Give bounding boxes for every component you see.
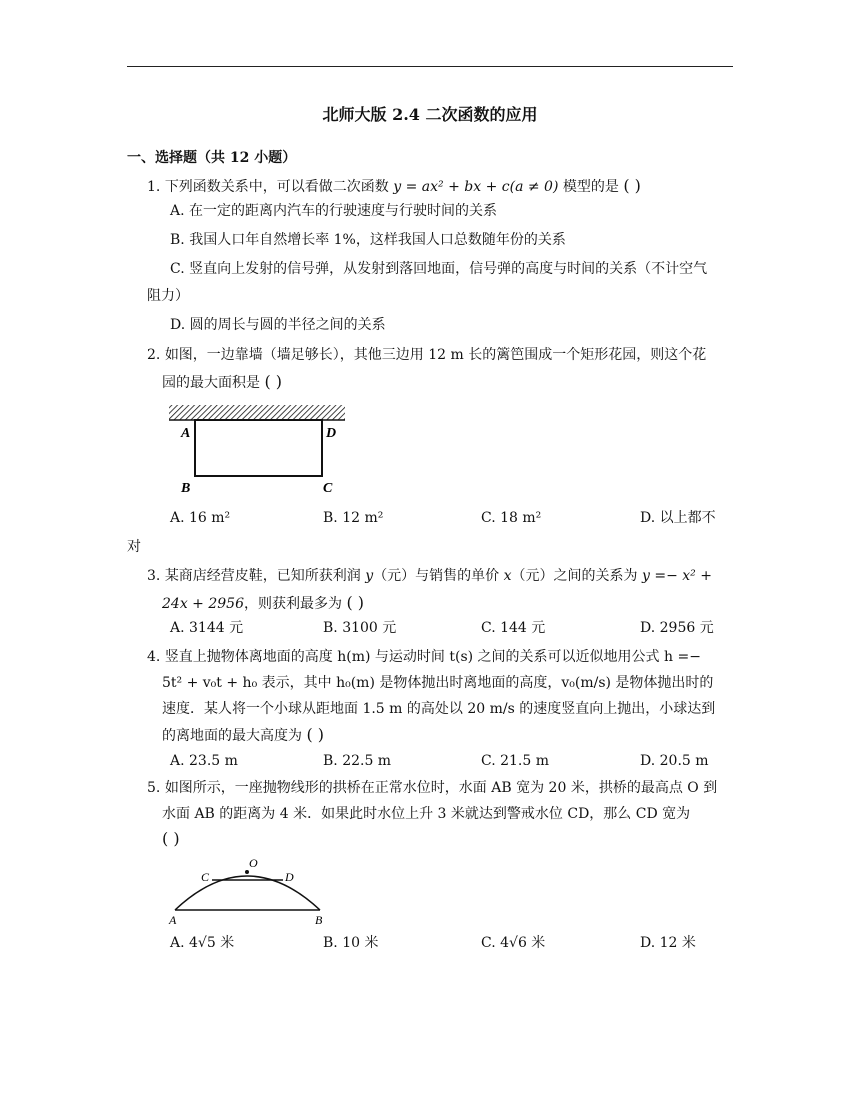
q2-option-a: A. 16 m² <box>170 510 231 526</box>
label-c: C <box>201 870 210 884</box>
label-a: A <box>169 913 177 927</box>
page-title: 北师大版 2.4 二次函数的应用 <box>322 105 538 124</box>
header-rule <box>127 66 733 67</box>
q2-option-b: B. 12 m² <box>323 510 384 526</box>
q5-option-d: D. 12 米 <box>640 935 696 951</box>
wall-rectangle-figure <box>165 400 350 495</box>
answer-blank: ( ) <box>162 829 180 848</box>
question-1-stem: 1. 下列函数关系中，可以看做二次函数 y = ax² + bx + c(a ≠ 0) 模型的是 ( ) <box>147 176 641 195</box>
q1-option-c-wrap: 阻力） <box>147 288 189 304</box>
answer-blank: ( ) <box>346 593 365 612</box>
question-3-line-1: 3. 某商店经营皮鞋，已知所获利润 y（元）与销售的单价 x（元）之间的关系为 y =− x² + <box>147 568 712 584</box>
q4-option-c: C. 21.5 m <box>481 753 550 769</box>
parabolic-bridge-figure <box>165 852 335 927</box>
label-d: D <box>326 426 337 441</box>
label-o: O <box>249 856 258 870</box>
q3-option-a: A. 3144 元 <box>170 620 244 636</box>
q3-option-c: C. 144 元 <box>481 620 546 636</box>
q5-option-a: A. 4√5 米 <box>170 935 235 951</box>
question-4-line-2: 5t² + v₀t + h₀ 表示，其中 h₀(m) 是物体抛出时离地面的高度，v₀(m/s) 是物体抛出时的 <box>162 675 714 691</box>
answer-blank: ( ) <box>306 725 325 744</box>
question-4-line-3: 速度．某人将一个小球从距地面 1.5 m 的高处以 20 m/s 的速度竖直向上抛出，小球达到 <box>162 701 716 717</box>
label-b: B <box>315 913 323 927</box>
answer-blank: ( ) <box>264 372 283 391</box>
q3-option-d: D. 2956 元 <box>640 620 714 636</box>
question-2-line-2: 园的最大面积是 ( ) <box>162 372 283 391</box>
q5-option-b: B. 10 米 <box>323 935 379 951</box>
label-d: D <box>285 870 294 884</box>
question-4-line-1: 4. 竖直上抛物体离地面的高度 h(m) 与运动时间 t(s) 之间的关系可以近似地用公式 h =− <box>147 649 701 665</box>
q1-option-c: C. 竖直向上发射的信号弹，从发射到落回地面，信号弹的高度与时间的关系（不计空气 <box>170 261 708 277</box>
q1-option-d: D. 圆的周长与圆的半径之间的关系 <box>170 317 386 333</box>
q1-formula: y = ax² + bx + c(a ≠ 0) <box>393 179 559 195</box>
question-3-line-2: 24x + 2956，则获利最多为 ( ) <box>162 593 365 612</box>
q4-option-a: A. 23.5 m <box>170 753 238 769</box>
q2-option-d: D. 以上都不 <box>640 510 716 526</box>
label-c: C <box>323 481 333 495</box>
q4-option-b: B. 22.5 m <box>323 753 392 769</box>
question-5-line-1: 5. 如图所示，一座抛物线形的拱桥在正常水位时，水面 AB 宽为 20 米，拱桥的最高点 O 到 <box>147 780 718 796</box>
q1-option-a: A. 在一定的距离内汽车的行驶速度与行驶时间的关系 <box>170 203 498 219</box>
label-a: A <box>181 426 191 441</box>
question-5-line-2: 水面 AB 的距离为 4 米．如果此时水位上升 3 米就达到警戒水位 CD，那么 CD 宽为 <box>162 806 691 822</box>
q2-option-d-wrap: 对 <box>127 539 141 555</box>
q2-option-c: C. 18 m² <box>481 510 542 526</box>
q3-option-b: B. 3100 元 <box>323 620 397 636</box>
q5-option-c: C. 4√6 米 <box>481 935 546 951</box>
answer-blank: ( ) <box>623 176 641 195</box>
q4-option-d: D. 20.5 m <box>640 753 709 769</box>
question-5-line-3 <box>162 829 180 850</box>
question-2-line-1: 2. 如图，一边靠墙（墙足够长），其他三边用 12 m 长的篱笆围成一个矩形花园，则这个花 <box>147 347 707 363</box>
question-4-line-4: 的离地面的最大高度为 ( ) <box>162 725 325 744</box>
section-heading: 一、选择题（共 12 小题） <box>127 150 297 166</box>
q1-option-b: B. 我国人口年自然增长率 1%，这样我国人口总数随年份的关系 <box>170 232 566 248</box>
label-b: B <box>181 481 191 495</box>
